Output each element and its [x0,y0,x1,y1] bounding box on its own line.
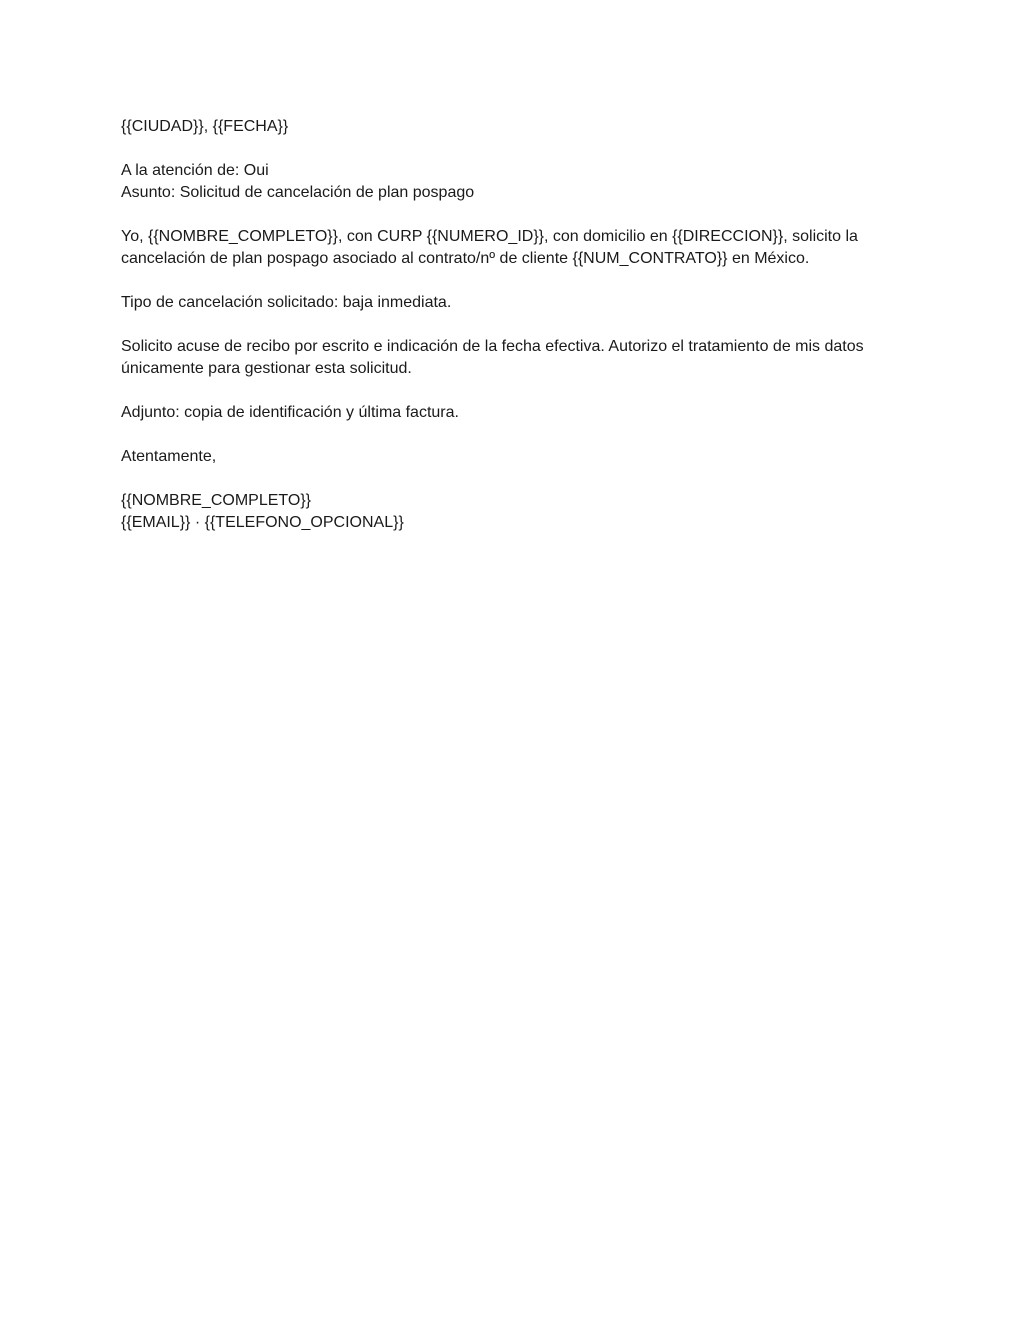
acknowledgement-paragraph: Solicito acuse de recibo por escrito e indicación de la fecha efectiva. Autorizo el tratamiento de mis datos únicamente para gestionar esta solicitud. [121,338,864,377]
body-paragraph: Yo, {{NOMBRE_COMPLETO}}, con CURP {{NUMERO_ID}}, con domicilio en {{DIRECCION}}, solicito la cancelación de plan pospago asociado al contrato/nº de cliente {{NUM_CONTRATO}} en México. [121,228,858,267]
attention-line: A la atención de: Oui [121,162,269,179]
cancellation-type-line: Tipo de cancelación solicitado: baja inmediata. [121,294,452,311]
letter-body [121,116,905,556]
closing-line: Atentamente, [121,448,217,465]
subject-line: Asunto: Solicitud de cancelación de plan pospago [121,184,475,201]
signature-contact: {{EMAIL}} · {{TELEFONO_OPCIONAL}} [121,514,404,531]
attachment-line: Adjunto: copia de identificación y última factura. [121,404,459,421]
signature-name: {{NOMBRE_COMPLETO}} [121,492,311,509]
dateline: {{CIUDAD}}, {{FECHA}} [121,118,289,135]
